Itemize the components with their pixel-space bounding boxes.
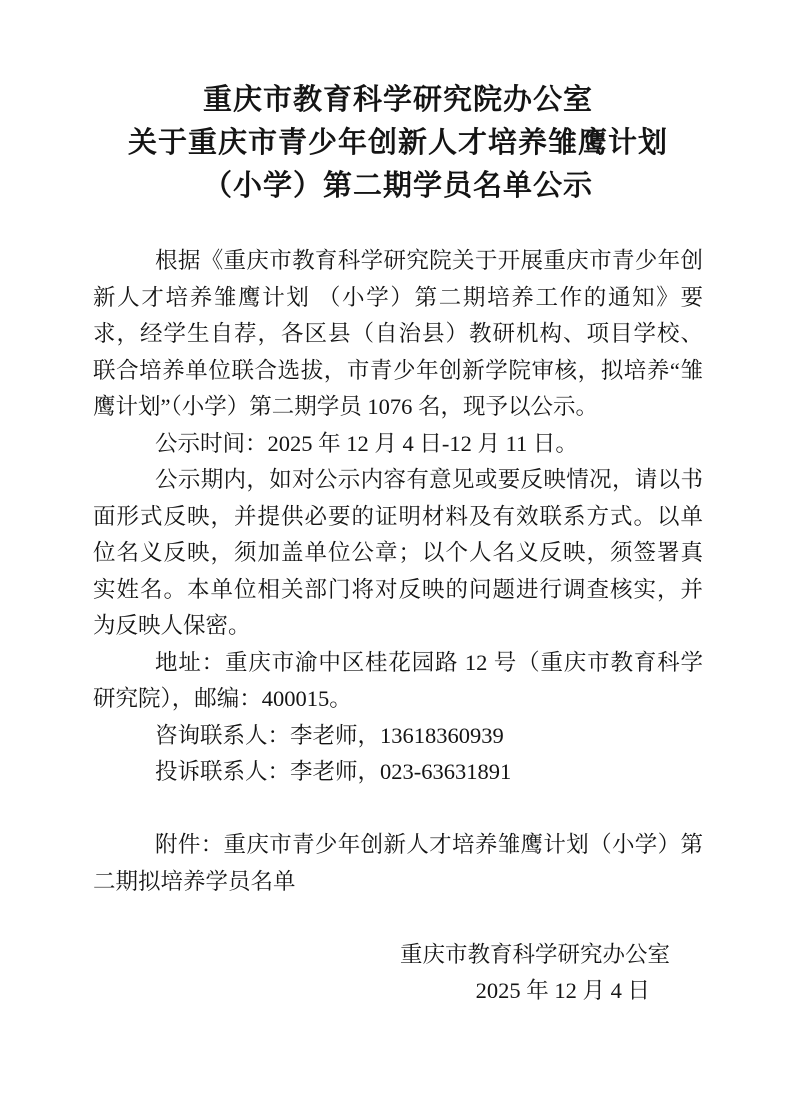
- signature-organization: 重庆市教育科学研究办公室: [399, 941, 670, 967]
- blank-line: [93, 900, 703, 937]
- paragraph-intro-line-4: 联合培养单位联合选拔，市青少年创新学院审核，拟培养“雏: [93, 357, 703, 383]
- address-line-2: 研究院），邮编：400015。: [93, 686, 352, 711]
- paragraph-intro-line-2: 新人才培养雏鹰计划 （小学）第二期培养工作的通知》要: [93, 284, 703, 310]
- paragraph-feedback-line-1: 公示期内，如对公示内容有意见或要反映情况，请以书: [155, 467, 703, 492]
- attachment-line-2: 二期拟培养学员名单: [93, 868, 296, 894]
- paragraph-feedback-line-5: 为反映人保密。: [93, 613, 251, 638]
- publicity-period-line: 公示时间：2025 年 12 月 4 日-12 月 11 日。: [155, 430, 578, 456]
- complaint-contact-line: 投诉联系人：李老师，023-63631891: [155, 759, 512, 784]
- paragraph-intro-line-5: 鹰计划”（小学）第二期学员 1076 名，现予以公示。: [93, 394, 598, 419]
- address-line-1: 地址：重庆市渝中区桂花园路 12 号（重庆市教育科学: [155, 649, 703, 675]
- paragraph-intro-line-1: 根据《重庆市教育科学研究院关于开展重庆市青少年创: [155, 248, 703, 273]
- document-body: [93, 243, 703, 1010]
- document-title: [93, 79, 703, 208]
- paragraph-feedback-line-2: 面形式反映，并提供必要的证明材料及有效联系方式。以单: [93, 503, 703, 529]
- document-title-line-1: 重庆市教育科学研究院办公室: [202, 84, 593, 116]
- paragraph-intro-line-3: 求，经学生自荐，各区县（自治县）教研机构、项目学校、: [93, 321, 703, 346]
- document-title-line-2: 关于重庆市青少年创新人才培养雏鹰计划: [127, 127, 668, 159]
- consult-contact-line: 咨询联系人：李老师，13618360939: [155, 722, 504, 748]
- paragraph-feedback-line-4: 实姓名。本单位相关部门将对反映的问题进行调查核实，并: [93, 576, 703, 602]
- document-title-line-3: （小学）第二期学员名单公示: [202, 170, 593, 202]
- paragraph-feedback-line-3: 位名义反映，须加盖单位公章；以个人名义反映，须签署真: [93, 540, 703, 565]
- blank-line: [93, 791, 703, 828]
- signature-date: 2025 年 12 月 4 日: [475, 978, 650, 1003]
- attachment-line-1: 附件：重庆市青少年创新人才培养雏鹰计划（小学）第: [155, 832, 703, 857]
